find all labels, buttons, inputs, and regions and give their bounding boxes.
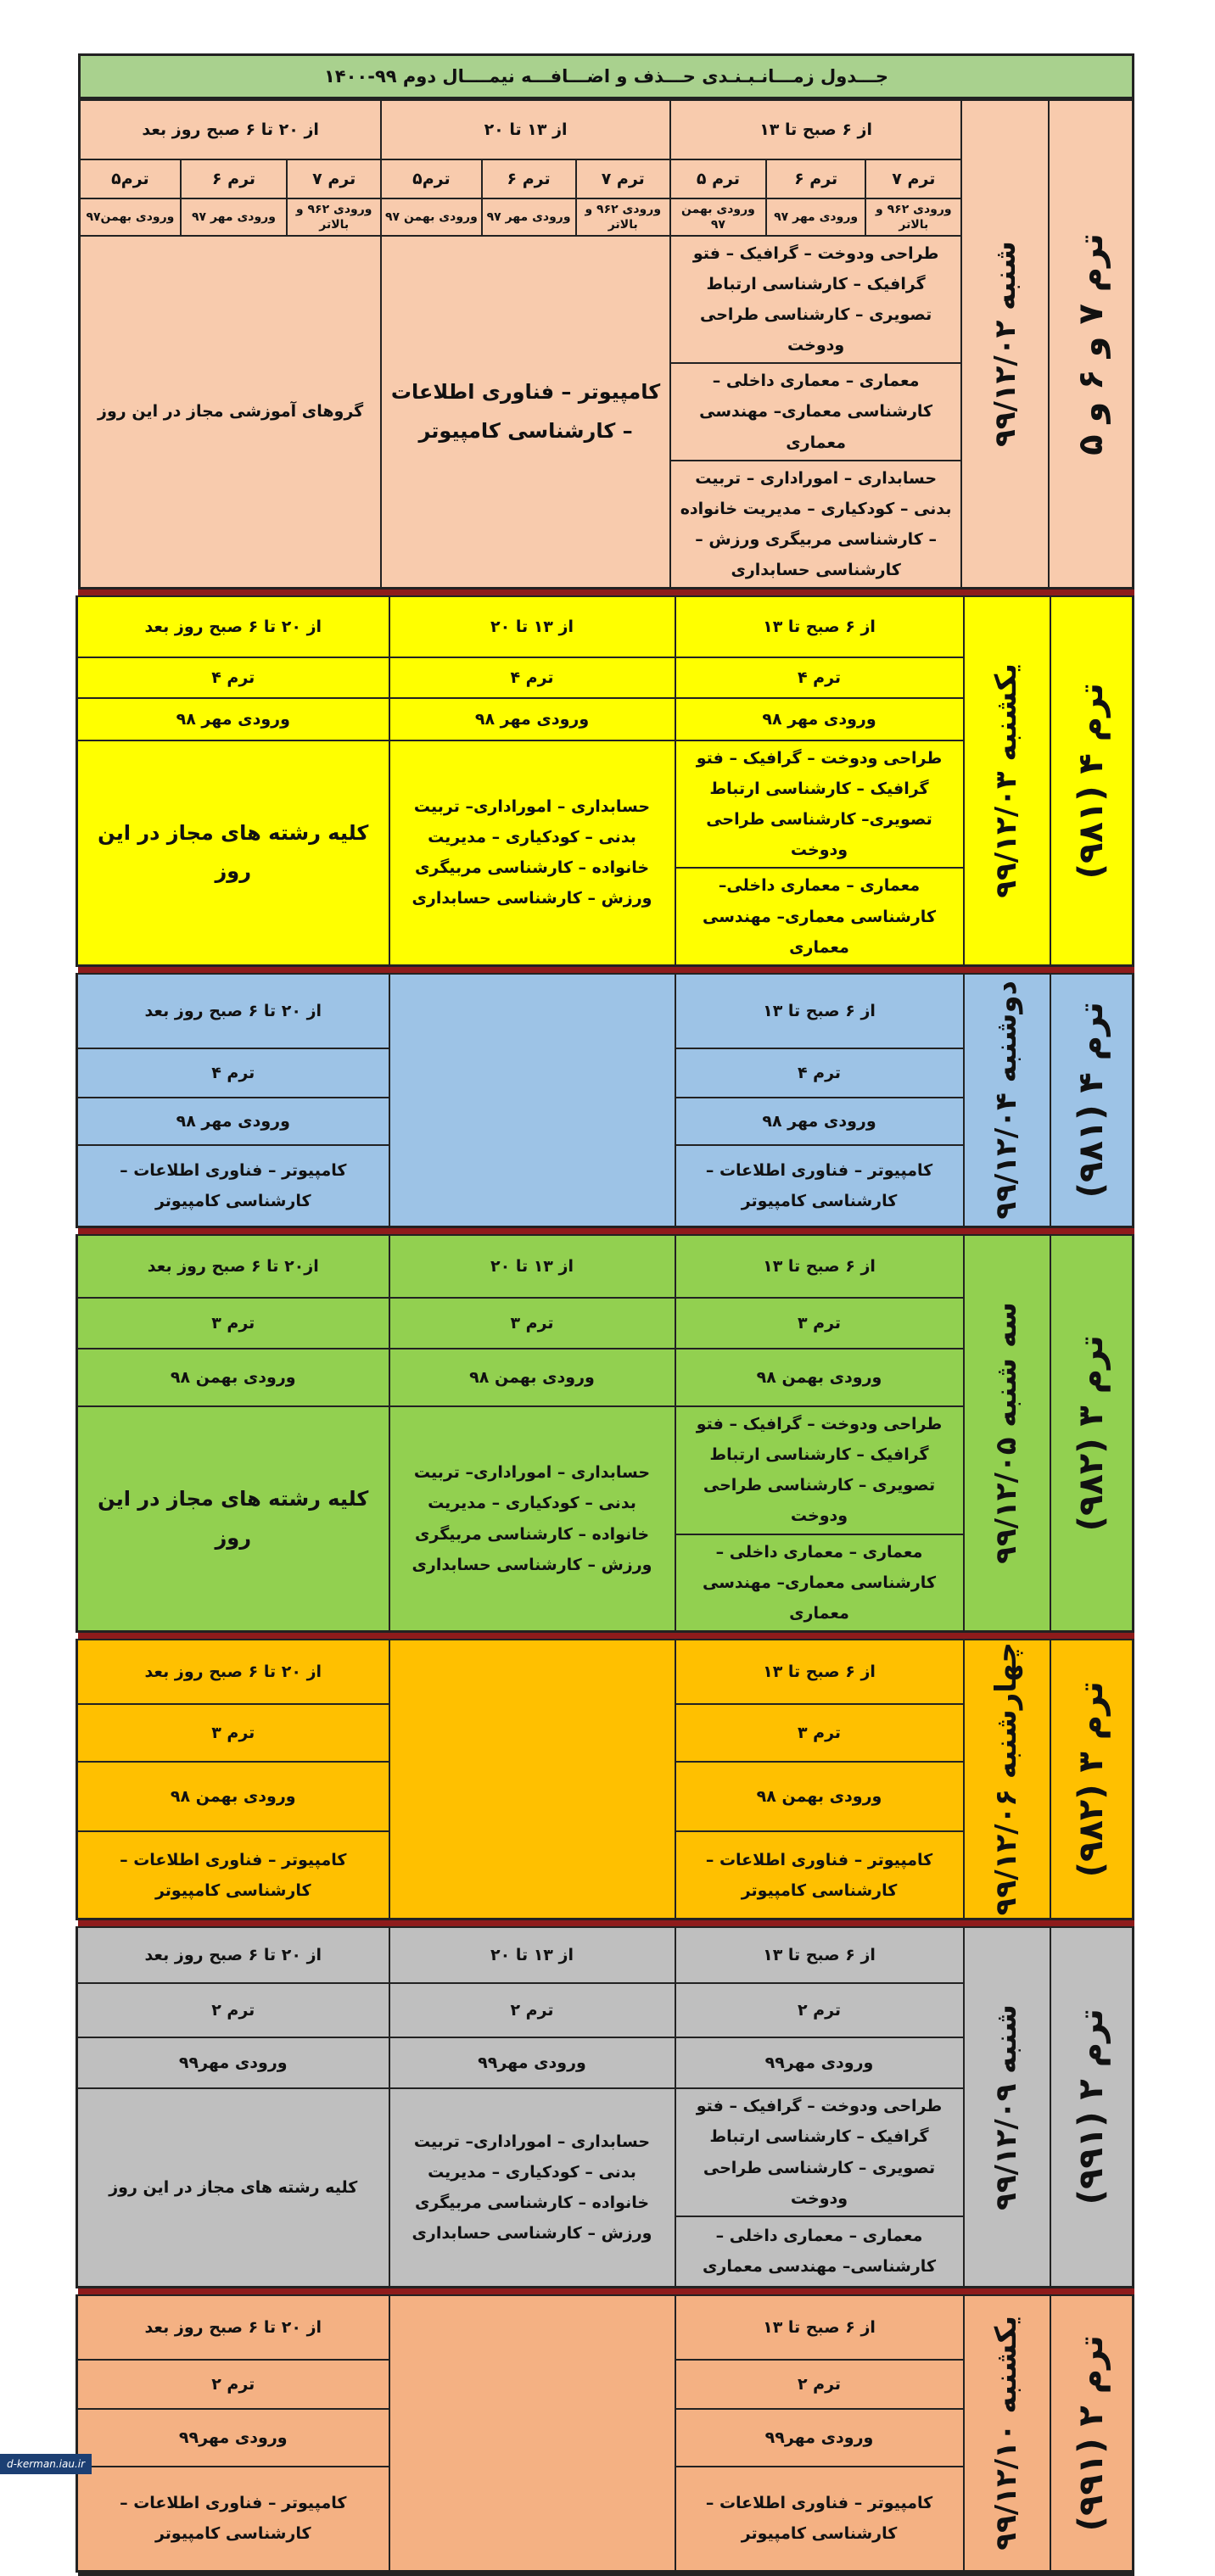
term-cell: ترم ۶ — [482, 159, 576, 198]
entry-cell: ورودی بهمن ۹۷ — [381, 198, 481, 236]
term-cell: ترم ۴ — [675, 657, 964, 698]
term-cell: ترم ۳ — [675, 1298, 964, 1349]
majors-morning: کامپیوتر – فناوری اطلاعات – کارشناسی کامپیوتر — [675, 1145, 964, 1227]
term-cell: ترم۵ — [381, 159, 481, 198]
entry-cell: ورودی بهمن ۹۸ — [675, 1349, 964, 1406]
entry-cell: ورودی بهمن ۹۸ — [675, 1762, 964, 1831]
entry-cell: ورودی بهمن ۹۸ — [77, 1349, 389, 1406]
majors-night: کامپیوتر – فناوری اطلاعات – کارشناسی کامپیوتر — [77, 1831, 389, 1919]
day-label: چهارشنبه ۹۹/۱۲/۰۶ — [964, 1640, 1050, 1919]
majors-group: حسابداری – اموراداری – تربیت بدنی – کودکیاری – مدیریت خانواده – کارشناسی مربیگری ورزش – کارشناسی حسابداری — [680, 468, 952, 579]
entry-cell: ورودی بهمن ۹۸ — [77, 1762, 389, 1831]
majors-group: طراحی ودوخت – گرافیک – فتو گرافیک – کارشناسی ارتباط تصویری – کارشناسی طراحی ودوخت — [676, 1407, 963, 1534]
term-cell: ترم ۲ — [675, 2360, 964, 2409]
block-separator — [78, 1633, 1134, 1639]
time-slot-afternoon: از ۱۳ تا ۲۰ — [389, 596, 675, 657]
majors-night: کامپیوتر – فناوری اطلاعات – کارشناسی کامپیوتر — [77, 1145, 389, 1227]
majors-afternoon: کامپیوتر – فناوری اطلاعات – کارشناسی کامپیوتر — [381, 236, 670, 589]
entry-cell: ورودی بهمن۹۷ — [80, 198, 181, 236]
majors-night: کلیه رشته های مجاز در این روز — [77, 2088, 389, 2287]
time-slot-afternoon: از ۱۳ تا ۲۰ — [389, 1235, 675, 1298]
majors-group: طراحی ودوخت – گرافیک – فتو گرافیک – کارشناسی ارتباط تصویری – کارشناسی طراحی ودوخت — [671, 237, 961, 363]
block-1 — [78, 99, 1134, 590]
entry-cell: ورودی مهر ۹۷ — [766, 198, 865, 236]
time-slot-night: از ۲۰ تا ۶ صبح روز بعد — [77, 974, 389, 1048]
time-slot-afternoon: از ۱۳ تا ۲۰ — [389, 1927, 675, 1983]
term-label: ترم ۲ (۹۹۱) — [1050, 2295, 1134, 2572]
term-cell: ترم ۷ — [287, 159, 381, 198]
majors-morning — [675, 740, 964, 965]
day-label: دوشنبه ۹۹/۱۲/۰۴ — [964, 974, 1050, 1227]
term-label: ترم ۲ (۹۹۱) — [1050, 1927, 1134, 2287]
majors-night: کلیه رشته های مجاز در این روز — [77, 740, 389, 965]
term-cell: ترم ۲ — [77, 1983, 389, 2037]
term-label: ترم ۷ و ۶ و ۵ — [1049, 100, 1133, 589]
term-label: ترم ۳ (۹۸۲) — [1050, 1640, 1134, 1919]
block-4 — [76, 1234, 1134, 1633]
majors-group: طراحی ودوخت – گرافیک – فتو گرافیک – کارشناسی ارتباط تصویری – کارشناسی طراحی ودوخت — [676, 2089, 963, 2216]
majors-morning — [670, 236, 962, 589]
term-cell: ترم ۳ — [77, 1704, 389, 1762]
term-cell: ترم ۷ — [576, 159, 670, 198]
time-slot-morning: از ۶ صبح تا ۱۳ — [675, 974, 964, 1048]
time-slot-morning: از ۶ صبح تا ۱۳ — [675, 2295, 964, 2360]
majors-night: کامپیوتر – فناوری اطلاعات – کارشناسی کامپیوتر — [77, 2467, 389, 2572]
entry-cell: ورودی ۹۶۲ و بالاتر — [287, 198, 381, 236]
majors-night: گروهای آموزشی مجاز در این روز — [80, 236, 382, 589]
entry-cell: ورودی مهر۹۹ — [675, 2037, 964, 2088]
term-cell: ترم ۴ — [675, 1048, 964, 1098]
schedule-sheet — [78, 53, 1134, 2551]
term-cell: ترم۵ — [80, 159, 181, 198]
majors-morning — [675, 2088, 964, 2287]
entry-cell: ورودی مهر ۹۸ — [675, 698, 964, 740]
term-cell: ترم ۴ — [77, 1048, 389, 1098]
time-slot-afternoon: از ۱۳ تا ۲۰ — [381, 100, 670, 159]
entry-cell: ورودی مهر۹۹ — [389, 2037, 675, 2088]
entry-cell: ورودی بهمن ۹۷ — [670, 198, 766, 236]
majors-afternoon: حسابداری – اموراداری– تربیت بدنی – کودکیاری – مدیریت خانواده – کارشناسی مربیگری ورزش – کارشناسی حسابداری — [389, 2088, 675, 2287]
day-label: شنبه ۹۹/۱۲/۰۲ — [961, 100, 1049, 589]
entry-cell: ورودی ۹۶۲ و بالاتر — [865, 198, 961, 236]
block-separator — [78, 590, 1134, 595]
term-cell: ترم ۳ — [675, 1704, 964, 1762]
block-separator — [78, 1920, 1134, 1926]
entry-cell: ورودی مهر ۹۸ — [77, 698, 389, 740]
time-slot-morning: از ۶ صبح تا ۱۳ — [675, 1235, 964, 1298]
term-cell: ترم ۴ — [77, 657, 389, 698]
time-slot-night: از۲۰ تا ۶ صبح روز بعد — [77, 1235, 389, 1298]
majors-group: معماری – معماری داخلی – کارشناسی– مهندسی معماری — [703, 2227, 936, 2277]
term-cell: ترم ۳ — [389, 1298, 675, 1349]
day-label: شنبه ۹۹/۱۲/۰۹ — [964, 1927, 1050, 2287]
block-separator — [78, 967, 1134, 973]
majors-group: طراحی ودوخت – گرافیک – فتو گرافیک – کارشناسی ارتباط تصویری– کارشناسی طراحی ودوخت — [676, 741, 963, 868]
majors-night: کلیه رشته های مجاز در این روز — [77, 1406, 389, 1631]
majors-morning: کامپیوتر – فناوری اطلاعات – کارشناسی کامپیوتر — [675, 1831, 964, 1919]
block-2 — [76, 595, 1134, 967]
term-cell: ترم ۶ — [766, 159, 865, 198]
term-cell: ترم ۲ — [77, 2360, 389, 2409]
time-slot-night: از ۲۰ تا ۶ صبح روز بعد — [80, 100, 382, 159]
block-3 — [76, 973, 1134, 1229]
majors-afternoon: حسابداری – اموراداری– تربیت بدنی – کودکیاری – مدیریت خانواده – کارشناسی مربیگری ورزش – کارشناسی حسابداری — [389, 740, 675, 965]
entry-cell: ورودی مهر ۹۷ — [181, 198, 287, 236]
entry-cell: ورودی مهر ۹۸ — [389, 698, 675, 740]
time-slot-morning: از ۶ صبح تا ۱۳ — [675, 1640, 964, 1704]
block-5 — [76, 1639, 1134, 1921]
block-separator — [78, 2573, 1134, 2576]
majors-group: معماری – معماری داخلی – کارشناسی معماری– مهندسی معماری — [671, 363, 961, 460]
majors-group: معماری – معماری داخلی– کارشناسی معماری– مهندسی معماری — [703, 876, 936, 957]
empty-slot — [389, 2295, 675, 2572]
page-title: جـــدول زمـــانـبـنـدی حـــذف و اضـــافـــه نیمــــال دوم ۹۹-۱۴۰۰ — [78, 53, 1134, 99]
time-slot-night: از ۲۰ تا ۶ صبح روز بعد — [77, 2295, 389, 2360]
entry-cell: ورودی ۹۶۲ و بالاتر — [576, 198, 670, 236]
term-cell: ترم ۴ — [389, 657, 675, 698]
empty-slot — [389, 1640, 675, 1919]
term-label: ترم ۴ (۹۸۱) — [1050, 974, 1134, 1227]
term-cell: ترم ۵ — [670, 159, 766, 198]
term-label: ترم ۳ (۹۸۲) — [1050, 1235, 1134, 1631]
entry-cell: ورودی مهر۹۹ — [675, 2409, 964, 2467]
empty-slot — [389, 974, 675, 1227]
term-cell: ترم ۷ — [865, 159, 961, 198]
time-slot-morning: از ۶ صبح تا ۱۳ — [675, 596, 964, 657]
majors-morning: کامپیوتر – فناوری اطلاعات – کارشناسی کامپیوتر — [675, 2467, 964, 2572]
entry-cell: ورودی مهر۹۹ — [77, 2409, 389, 2467]
entry-cell: ورودی بهمن ۹۸ — [389, 1349, 675, 1406]
entry-cell: ورودی مهر ۹۸ — [675, 1098, 964, 1145]
term-cell: ترم ۲ — [389, 1983, 675, 2037]
block-separator — [78, 1228, 1134, 1234]
term-cell: ترم ۲ — [675, 1983, 964, 2037]
majors-group: معماری – معماری داخلی – کارشناسی معماری– مهندسی معماری — [703, 1542, 936, 1623]
day-label: سه شنبه ۹۹/۱۲/۰۵ — [964, 1235, 1050, 1631]
time-slot-morning: از ۶ صبح تا ۱۳ — [675, 1927, 964, 1983]
term-cell: ترم ۳ — [77, 1298, 389, 1349]
majors-morning — [675, 1406, 964, 1631]
block-7 — [76, 2294, 1134, 2573]
watermark-label: d-kerman.iau.ir — [0, 2454, 92, 2474]
day-label: یکشنبه ۹۹/۱۲/۰۳ — [964, 596, 1050, 965]
entry-cell: ورودی مهر۹۹ — [77, 2037, 389, 2088]
time-slot-morning: از ۶ صبح تا ۱۳ — [670, 100, 962, 159]
block-6 — [76, 1926, 1134, 2288]
term-label: ترم ۴ (۹۸۱) — [1050, 596, 1134, 965]
time-slot-night: از ۲۰ تا ۶ صبح روز بعد — [77, 1640, 389, 1704]
entry-cell: ورودی مهر ۹۷ — [482, 198, 576, 236]
entry-cell: ورودی مهر ۹۸ — [77, 1098, 389, 1145]
block-separator — [78, 2288, 1134, 2294]
time-slot-night: از ۲۰ تا ۶ صبح روز بعد — [77, 1927, 389, 1983]
day-label: یکشنبه ۹۹/۱۲/۱۰ — [964, 2295, 1050, 2572]
term-cell: ترم ۶ — [181, 159, 287, 198]
time-slot-night: از ۲۰ تا ۶ صبح روز بعد — [77, 596, 389, 657]
majors-afternoon: حسابداری – اموراداری– تربیت بدنی – کودکیاری – مدیریت خانواده – کارشناسی مربیگری ورزش – کارشناسی حسابداری — [389, 1406, 675, 1631]
